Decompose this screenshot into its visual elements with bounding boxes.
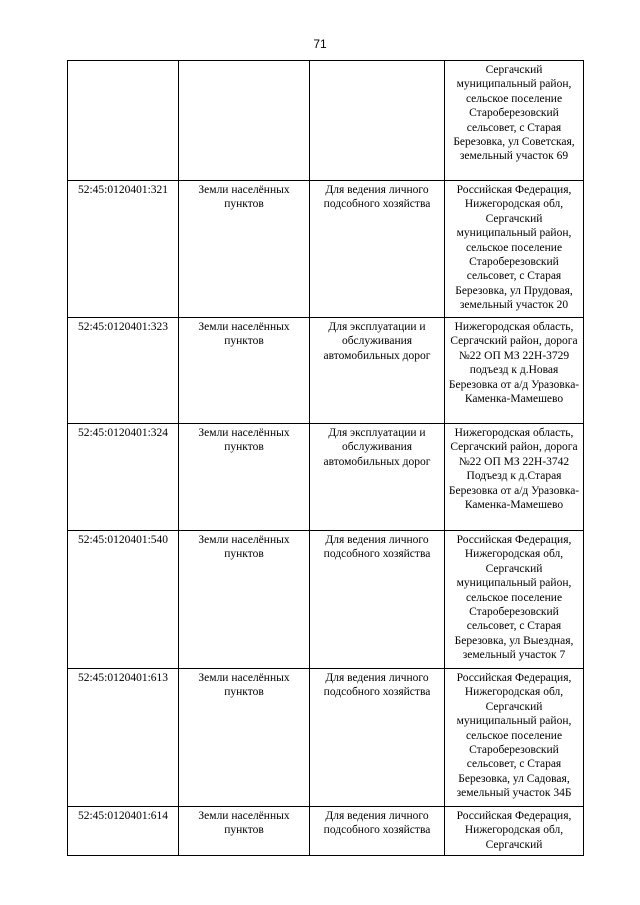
permitted-use-cell: Для эксплуатации и обслуживания автомобильных дорог xyxy=(310,318,445,424)
land-category-cell: Земли населённых пунктов xyxy=(179,669,310,807)
cadastral-number-cell: 52:45:0120401:613 xyxy=(68,669,179,807)
permitted-use-cell: Для ведения личного подсобного хозяйства xyxy=(310,669,445,807)
cadastral-number-cell xyxy=(68,61,179,181)
permitted-use-cell: Для ведения личного подсобного хозяйства xyxy=(310,181,445,318)
table-row xyxy=(68,424,584,531)
address-cell: Российская Федерация, Нижегородская обл, Сергачский муниципальный район, сельское поселение Староберезовский сельсовет, с Старая Березовка, ул Выездная, земельный участок 7 xyxy=(445,531,584,669)
table-row xyxy=(68,807,584,856)
table-row xyxy=(68,531,584,669)
permitted-use-cell: Для ведения личного подсобного хозяйства xyxy=(310,531,445,669)
address-cell: Нижегородская область, Сергачский район, дорога №22 ОП МЗ 22Н-3742 Подъезд к д.Старая Березовка от а/д Уразовка-Каменка-Мамешево xyxy=(445,424,584,531)
cadastral-number-cell: 52:45:0120401:323 xyxy=(68,318,179,424)
address-cell: Российская Федерация, Нижегородская обл, Сергачский муниципальный район, сельское поселение Староберезовский сельсовет, с Старая Березовка, ул Прудовая, земельный участок 20 xyxy=(445,181,584,318)
land-category-cell: Земли населённых пунктов xyxy=(179,807,310,856)
land-category-cell: Земли населённых пунктов xyxy=(179,424,310,531)
address-cell: Российская Федерация, Нижегородская обл, Сергачский xyxy=(445,807,584,856)
address-cell: Сергачский муниципальный район, сельское поселение Староберезовский сельсовет, с Старая Березовка, ул Советская, земельный участок 69 xyxy=(445,61,584,181)
table-row xyxy=(68,181,584,318)
land-plots-table xyxy=(67,60,584,856)
land-category-cell: Земли населённых пунктов xyxy=(179,531,310,669)
cadastral-number-cell: 52:45:0120401:321 xyxy=(68,181,179,318)
permitted-use-cell xyxy=(310,61,445,181)
permitted-use-cell: Для ведения личного подсобного хозяйства xyxy=(310,807,445,856)
table-row xyxy=(68,318,584,424)
permitted-use-cell: Для эксплуатации и обслуживания автомобильных дорог xyxy=(310,424,445,531)
page-number: 71 xyxy=(313,37,327,51)
table-row xyxy=(68,61,584,181)
land-category-cell: Земли населённых пунктов xyxy=(179,318,310,424)
cadastral-number-cell: 52:45:0120401:324 xyxy=(68,424,179,531)
address-cell: Нижегородская область, Сергачский район, дорога №22 ОП МЗ 22Н-3729 подъезд к д.Новая Березовка от а/д Уразовка-Каменка-Мамешево xyxy=(445,318,584,424)
land-category-cell: Земли населённых пунктов xyxy=(179,181,310,318)
table-row xyxy=(68,669,584,807)
cadastral-number-cell: 52:45:0120401:540 xyxy=(68,531,179,669)
land-category-cell xyxy=(179,61,310,181)
cadastral-number-cell: 52:45:0120401:614 xyxy=(68,807,179,856)
address-cell: Российская Федерация, Нижегородская обл, Сергачский муниципальный район, сельское поселение Староберезовский сельсовет, с Старая Березовка, ул Садовая, земельный участок 34Б xyxy=(445,669,584,807)
